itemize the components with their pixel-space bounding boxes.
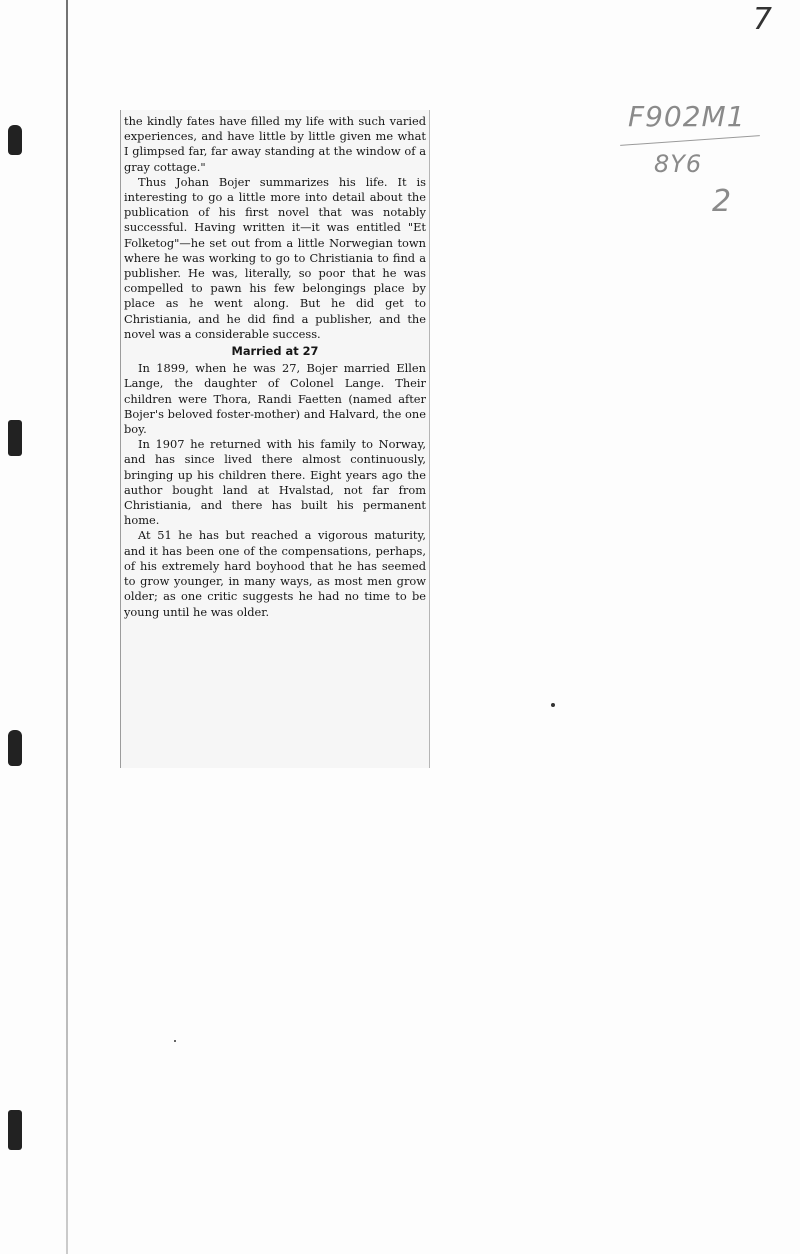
binder-hole-4 xyxy=(8,1110,22,1150)
ink-speck xyxy=(551,703,555,707)
pencil-underline xyxy=(620,135,760,146)
article-paragraph-3: In 1899, when he was 27, Bojer married Ellen Lange, the daughter of Colonel Lange. Their children were Thora, Randi Faetten (named after Bojer's beloved foster-mother) and Halvard, the one boy. xyxy=(124,361,426,437)
binder-hole-2 xyxy=(8,420,22,456)
article-paragraph-5: At 51 he has but reached a vigorous maturity, and it has been one of the compensations, perhaps, of his extremely hard boyhood that he has seemed to grow younger, in many ways, as most men grow older; as one critic suggests he had no time to be young until he was older. xyxy=(124,528,426,619)
article-paragraph-2: Thus Johan Bojer summarizes his life. It is interesting to go a little more into detail about the publication of his first novel that was notably successful. Having written it—it was entitled "Et Folketog"—he set out from a little Norwegian town where he was working to go to Christiania to find a publisher. He was, literally, so poor that he was compelled to pawn his few belongings place by place as he went along. But he did get to Christiania, and he did find a publisher, and the novel was a considerable success. xyxy=(124,174,426,341)
article-column xyxy=(124,114,426,620)
pencil-copy-number: 2 xyxy=(712,184,733,219)
fold-line xyxy=(66,0,68,1254)
article-subhead: Married at 27 xyxy=(231,344,319,359)
page-number: 7 xyxy=(752,2,772,37)
article-paragraph-4: In 1907 he returned with his family to Norway, and has since lived there almost continuously, bringing up his children there. Eight years ago the author bought land at Hvalstad, not far from Christiania, and there has built his permanent home. xyxy=(124,437,426,528)
pencil-sub-mark: 8Y6 xyxy=(654,150,703,178)
binder-hole-3 xyxy=(8,730,22,766)
article-paragraph-1: the kindly fates have filled my life with such varied experiences, and have little by little given me what I glimpsed far, far away standing at the window of a gray cottage." xyxy=(124,114,426,174)
pencil-call-number: F902M1 xyxy=(628,100,746,133)
ink-speck xyxy=(174,1040,176,1042)
binder-hole-1 xyxy=(8,125,22,155)
